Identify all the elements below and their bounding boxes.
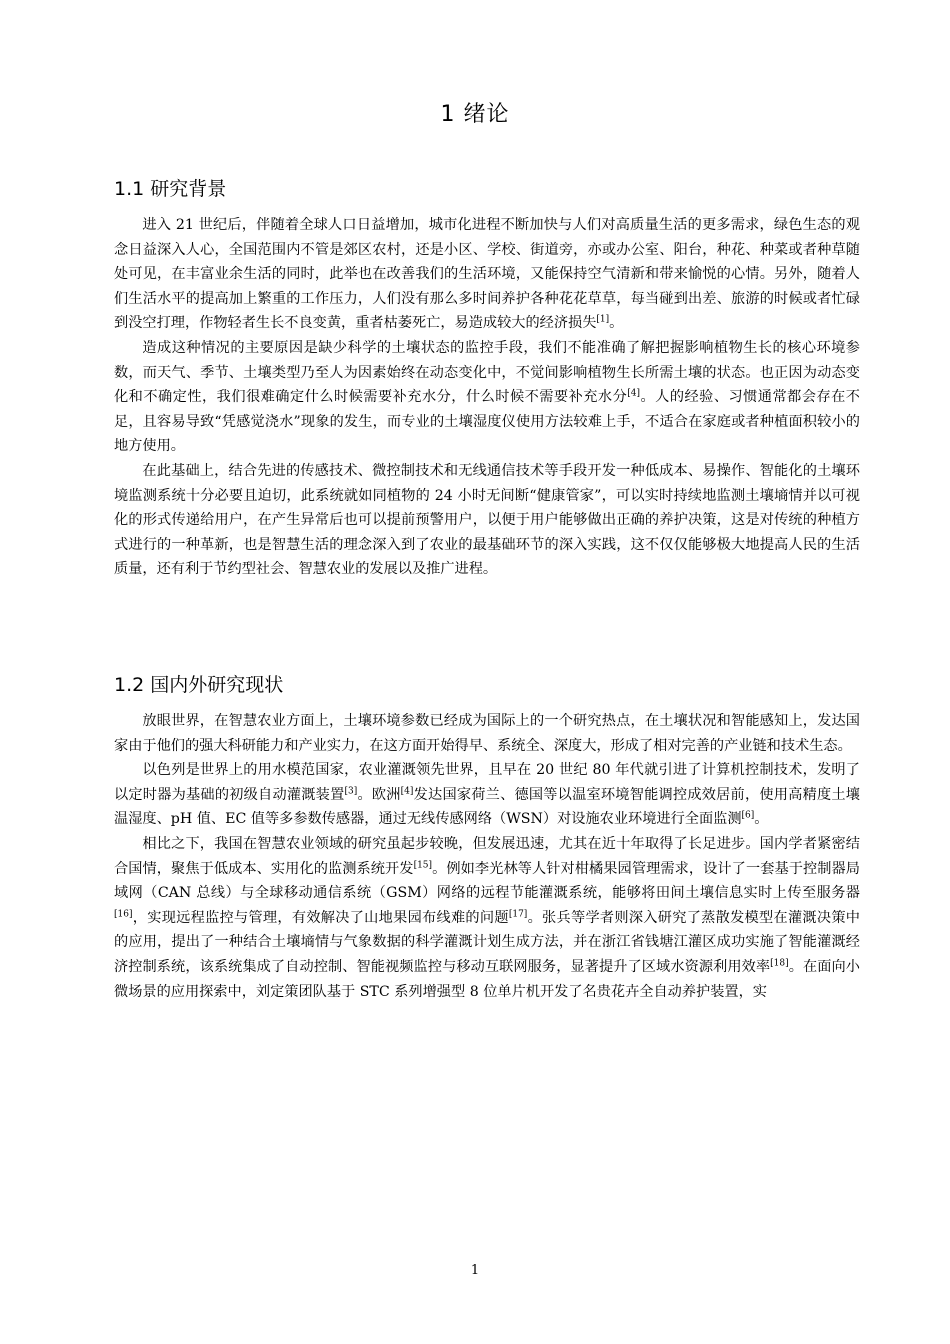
paragraph: 在此基础上，结合先进的传感技术、微控制技术和无线通信技术等手段开发一种低成本、易操作、智能化的土壤环境监测系统十分必要且迫切，此系统就如同植物的 24 小时无间断“健康管家”，可以实时持续地监测土壤墒情并以可视化的形式传递给用户，在产生异常后也可以提前预警用户，以便于用户能够做出正确的养护决策，这是对传统的种植方式进行的一种革新，也是智慧生活的理念深入到了农业的最基础环节的深入实践，这不仅仅能够极大地提高人民的生活质量，还有利于节约型社会、智慧农业的发展以及推广进程。 <box>114 462 860 578</box>
citation[interactable]: [17] <box>508 909 528 920</box>
citation[interactable]: [15] <box>413 859 433 870</box>
paragraph: 放眼世界，在智慧农业方面上，土壤环境参数已经成为国际上的一个研究热点，在土壤状况和智能感知上，发达国家由于他们的强大科研能力和产业实力，在这方面开始得早、系统全、深度大，形成了相对完善的产业链和技术生态。 <box>114 713 860 754</box>
citation[interactable]: [16] <box>114 909 133 920</box>
citation[interactable]: [18] <box>770 958 789 969</box>
paragraph: 进入 21 世纪后，伴随着全球人口日益增加，城市化进程不断加快与人们对高质量生活的更多需求，绿色生态的观念日益深入人心，全国范围内不管是郊区农村，还是小区、学校、街道旁，亦或办公室、阳台，种花、种菜或者种草随处可见，在丰富业余生活的同时，此举也在改善我们的生活环境，又能保持空气清新和带来愉悦的心情。另外，随着人们生活水平的提高加上繁重的工作压力，人们没有那么多时间养护各种花花草草，每当碰到出差、旅游的时候或者忙碌到没空打理，作物轻者生长不良变黄，重者枯萎死亡，易造成较大的经济损失[1]。 <box>114 217 860 332</box>
paragraph: 相比之下，我国在智慧农业领域的研究虽起步较晚，但发展迅速，尤其在近十年取得了长足进步。国内学者紧密结合国情，聚焦于低成本、实用化的监测系统开发[15]。例如李光林等人针对柑橘果园管理需求，设计了一套基于控制器局域网（CAN 总线）与全球移动通信系统（GSM）网络的远程节能灌溉系统，能够将田间土壤信息实时上传至服务器[16]，实现远程监控与管理，有效解决了山地果园布线难的问题[17]。张兵等学者则深入研究了蒸散发模型在灌溉决策中的应用，提出了一种结合土壤墒情与气象数据的科学灌溉计划生成方法，并在浙江省钱塘江灌区成功实施了智能灌溉经济控制系统，该系统集成了自动控制、智能视频监控与移动互联网服务，显著提升了区域水资源利用效率[18]。在面向小微场景的应用探索中，刘定策团队基于 STC 系列增强型 8 位单片机开发了名贵花卉全自动养护装置，实 <box>114 835 860 1000</box>
citation[interactable]: [4] <box>400 786 414 797</box>
citation[interactable]: [6] <box>741 810 755 821</box>
section-heading-background: 1.1 研究背景 <box>114 178 227 200</box>
section-heading-research-status: 1.2 国内外研究现状 <box>114 674 284 696</box>
paragraph: 以色列是世界上的用水模范国家，农业灌溉领先世界，且早在 20 世纪 80 年代就引进了计算机控制技术，发明了以定时器为基础的初级自动灌溉装置[3]。欧洲[4]发达国家荷兰、德国等以温室环境智能调控成效居前，使用高精度土壤温湿度、pH 值、EC 值等多参数传感器，通过无线传感网络（WSN）对设施农业环境进行全面监测[6]。 <box>114 762 860 828</box>
section-body-research-status <box>114 709 860 1004</box>
page-number: 1 <box>470 1263 480 1278</box>
citation[interactable]: [3] <box>344 786 358 797</box>
chapter-title: 1 绪论 <box>440 102 510 127</box>
section-body-background <box>114 213 860 582</box>
citation[interactable]: [4] <box>627 388 641 399</box>
paragraph: 造成这种情况的主要原因是缺少科学的土壤状态的监控手段，我们不能准确了解把握影响植物生长的核心环境参数，而天气、季节、土壤类型乃至人为因素始终在动态变化中，不觉间影响植物生长所需土壤的状态。也正因为动态变化和不确定性，我们很难确定什么时候需要补充水分，什么时候不需要补充水分[4]。人的经验、习惯通常都会存在不足，且容易导致“凭感觉浇水”现象的发生，而专业的土壤湿度仪使用方法较难上手，不适合在家庭或者种植面积较小的地方使用。 <box>114 339 860 455</box>
citation[interactable]: [1] <box>596 314 610 325</box>
